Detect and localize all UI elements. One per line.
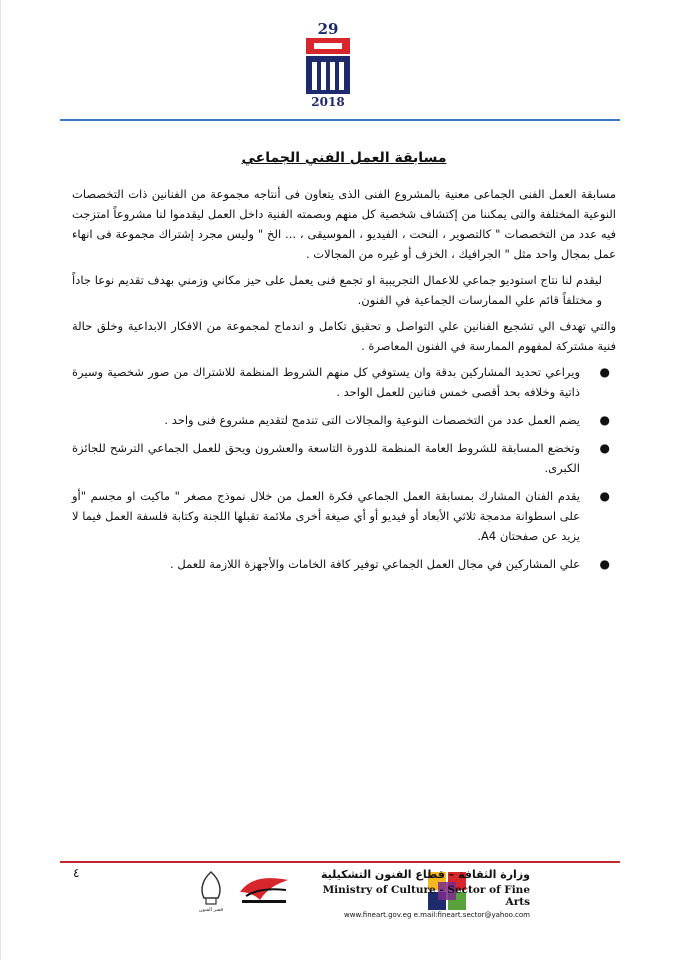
header-divider (60, 119, 620, 121)
list-item-text: يضم العمل عدد من التخصصات النوعية والمجالات التى تندمج لتقديم مشروع فنى واحد . (164, 413, 580, 427)
ministry-contact-block (300, 868, 530, 919)
list-item-text: علي المشاركين في مجال العمل الجماعي توفير كافة الخامات والأجهزة اللازمة للعمل . (170, 557, 580, 571)
palace-of-arts-caption: قصر الفنون (198, 907, 224, 912)
page-number: ٤ (73, 866, 80, 880)
list-item (72, 438, 616, 478)
list-item-text: يقدم الفنان المشارك بمسابقة العمل الجماعي فكرة العمل من خلال نموذج مصغر " ماكيت او مجسم "أو على اسطوانة مدمجة ثلاثي الأبعاد أو فيديو أو أي صيغة أخرى ملائمة تقبلها اللجنة وكتابة فلسفة العمل فيما لا يزيد عن صفحتان A4. (72, 489, 580, 543)
edition-year: 2018 (311, 95, 345, 109)
list-item (72, 362, 616, 402)
bullet-icon: ● (599, 365, 610, 379)
bullet-icon: ● (599, 557, 610, 571)
bullet-icon: ● (599, 413, 610, 427)
salon-logo (296, 20, 360, 112)
bullet-icon: ● (599, 489, 610, 503)
list-item-text: ويراعي تحديد المشاركين بدقة وان يستوفي كل منهم الشروط المنظمة للاشتراك من صور شخصية وسيرة ذاتية وخلافه بحد أقصى خمس فنانين للعمل الواحد . (72, 365, 580, 399)
website-email[interactable]: www.fineart.gov.eg e.mail:fineart.sector@yahoo.com (344, 911, 530, 919)
edition-number: 29 (317, 20, 339, 38)
ministry-name-ar: وزارة الثقافة – قطاع الفنون التشكيلية (320, 868, 530, 881)
intro-paragraph: مسابقة العمل الفنى الجماعى معنية بالمشروع الفنى الذى يتعاون فى أنتاجه مجموعة من الفنانين ذات التخصصات النوعية المختلفة والتى يمكننا من إكتشاف شخصية كل منهم وبصمته الفنية داخل العمل ليقدموا لنا مشروعاً امتزجت فيه عدد من التخصصات " كالتصوير ، النحت ، الفيديو ، الموسيقى ، ... الخ " وليس مجرد إشتراك مجموعة فى انهاء عمل بمجال واحد مثل " الجرافيك ، الخزف أو غيره من المجالات . (72, 187, 616, 261)
list-item (72, 554, 616, 574)
list-item (72, 486, 616, 546)
goal-paragraph: والتي تهدف الي تشجيع الفنانين علي التواصل و تحقيق تكامل و اندماج لمجموعة من الافكار الابداعية وخلق حالة فنية مشتركة لمفهوم الممارسة في الفنون المعاصرة . (72, 319, 616, 353)
fine-arts-sector-logo-icon (236, 872, 292, 908)
salon-emblem-icon (306, 38, 350, 94)
list-item (72, 410, 616, 430)
conditions-list (72, 362, 616, 574)
footer-divider (60, 861, 620, 863)
palace-of-arts-logo-icon (192, 868, 230, 912)
purpose-paragraph: ليقدم لنا نتاج استوديو جماعي للاعمال التجريبية او تجمع فنى يعمل على حيز مكاني وزمني بهدف تقديم نوعا جاداً و مختلفاً قائم علي الممارسات الجماعية في الفنون. (72, 273, 602, 307)
document-body (72, 150, 616, 582)
bullet-icon: ● (599, 441, 610, 455)
list-item-text: وتخضع المسابقة للشروط العامة المنظمة للدورة التاسعة والعشرون ويحق للعمل الجماعي الترشح للجائزة الكبرى. (72, 441, 580, 475)
document-title: مسابقة العمل الفني الجماعي (241, 150, 447, 166)
ministry-name-en: Ministry of Culture - Sector of Fine Arts (322, 884, 530, 908)
